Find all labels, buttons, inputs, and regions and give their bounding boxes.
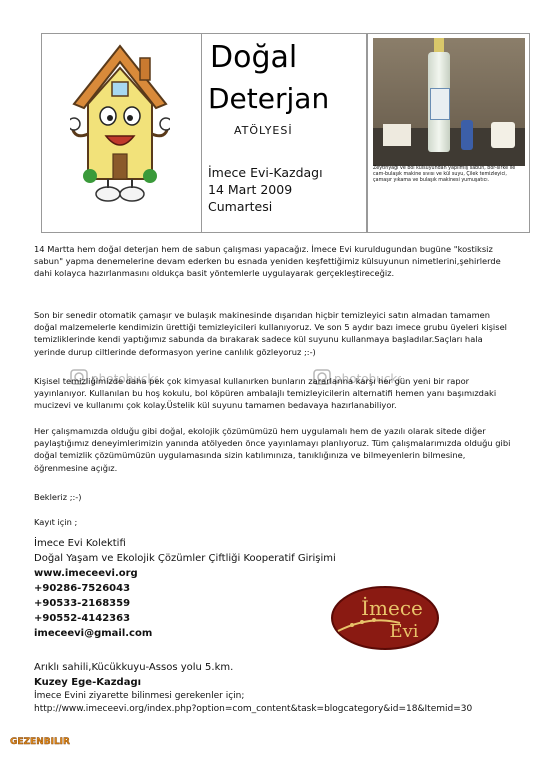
gezenbilir-badge bbox=[8, 730, 74, 752]
watermark-2 bbox=[313, 367, 401, 391]
address-block bbox=[34, 660, 472, 715]
paragraph-workshop: Her çalışmamızda olduğu gibi doğal, ekolojik çözümümüzü hem uygulamalı hem de yazılı olarak sitede diğer paylaştığımız deneyimlerimizin yanında atölyeden önce yayınlamayı planlıyoruz. Tüm çalışmalarımızda olduğu gibi doğal temizlik çözümümüzün uygulamasında sizin katılımınıza, tanıklığınıza ve bilmeyenlerin bilmesine, öğrenmesine açığız. bbox=[34, 426, 511, 473]
photo-caption: Zeytinyağı ve bol külsuyundan yapılmış sabun, bor-sirke ile cam-bulaşık makine sıvısı ve kül suyu, Çilek temizleyici, çamaşır yıkama ve bulaşık makinesi yumuşatıcı. bbox=[373, 166, 516, 183]
blue-bottle-icon bbox=[461, 120, 473, 150]
watermark-text: photobucke bbox=[334, 372, 401, 386]
logo-line1: İmece bbox=[361, 596, 423, 620]
event-place: İmece Evi-Kazdagı bbox=[208, 165, 323, 180]
header-photo-box bbox=[367, 33, 530, 233]
imece-evi-logo bbox=[330, 585, 440, 651]
products-photo bbox=[373, 38, 525, 166]
badge-text: GEZENBILIR bbox=[10, 737, 70, 747]
event-info bbox=[208, 164, 323, 215]
soap-bar-icon bbox=[383, 124, 411, 146]
paragraph-usage: Son bir senedir otomatik çamaşır ve bulaşık makinesinde dışarıdan hiçbir temizleyici satın almadan tamamen doğal malzemelerle kendimizin ürettiği temizleyicileri kullanıyoruz. Ve son 5 aydır bazı imece grubu üyeleri kişisel temizliklerinde kendi yaptığımız sabunda da bırakarak sadece kül suyunu kullanmaya başladılar.Saçları hala yerinde durup ciltlerinde deformasyon yerine canlılık gözleyoruz ;:-) bbox=[34, 310, 507, 357]
address-line1: Arıklı sahili,Kücükkuyu-Assos yolu 5.km. bbox=[34, 662, 234, 673]
header-title-box bbox=[201, 33, 367, 233]
jar-icon bbox=[491, 122, 515, 148]
phone-1: +90286-7526043 bbox=[34, 583, 131, 594]
page-title-line1: Doğal bbox=[210, 40, 298, 75]
paragraph-chemicals: Kişisel temizliğimizde daha pek çok kimyasal kullanırken bunların zararlarına karşı her gün yeni bir rapor yayınlanıyor. Kullanılan bu hoş kokulu, bol köpüren ambalajlı temizleyicilerin alternatifi hemen yanı başımızdaki mucizevi ve kullanımı çok kolay.Üstelik kül suyunu tamamen bedavaya hazırlanabiliyor. bbox=[34, 376, 497, 411]
page-subtitle: ATÖLYESİ bbox=[234, 124, 293, 137]
phone-3: +90552-4142363 bbox=[34, 613, 131, 624]
website-link[interactable]: www.imeceevi.org bbox=[34, 568, 138, 579]
watermark-text: photobucke bbox=[91, 372, 158, 386]
paragraph-wait: Bekleriz ;:-) bbox=[34, 492, 82, 502]
contact-block bbox=[34, 536, 336, 641]
header-illustration-box bbox=[41, 33, 201, 233]
directions-link[interactable]: http://www.imeceevi.org/index.php?option=com_content&task=blogcategory&id=18&Itemid=30 bbox=[34, 703, 473, 714]
event-day: Cumartesi bbox=[208, 199, 273, 214]
paragraph-intro: 14 Martta hem doğal deterjan hem de sabun çalışması yapacağız. İmece Evi kuruldugundan bugüne "kostiksiz sabun" yapma denemelerine devam ederken bu esnada yeniden keşfettiğimiz külsuyunun nimetlerini,şehirlerde dahi kolayca hazırlanmasını oldukça basit yöntemlerle uygulayarak gerçekleştireceğiz. bbox=[34, 244, 501, 279]
org-name: İmece Evi Kolektifi bbox=[34, 538, 126, 549]
email-link[interactable]: imeceevi@gmail.com bbox=[34, 628, 153, 639]
org-description: Doğal Yaşam ve Ekolojik Çözümler Çiftliği Kooperatif Girişimi bbox=[34, 553, 336, 564]
phone-2: +90533-2168359 bbox=[34, 598, 131, 609]
logo-line2: Evi bbox=[389, 621, 419, 642]
address-line2: Kuzey Ege-Kazdagı bbox=[34, 677, 142, 688]
watermark-1 bbox=[70, 367, 158, 391]
address-line3: İmece Evini ziyarette bilinmesi gerekenler için; bbox=[34, 691, 245, 701]
event-date: 14 Mart 2009 bbox=[208, 182, 293, 197]
page-title-line2: Deterjan bbox=[208, 82, 330, 115]
paragraph-register: Kayıt için ; bbox=[34, 517, 78, 527]
house-mascot-icon bbox=[70, 44, 170, 219]
bottle-label-icon bbox=[430, 88, 450, 120]
